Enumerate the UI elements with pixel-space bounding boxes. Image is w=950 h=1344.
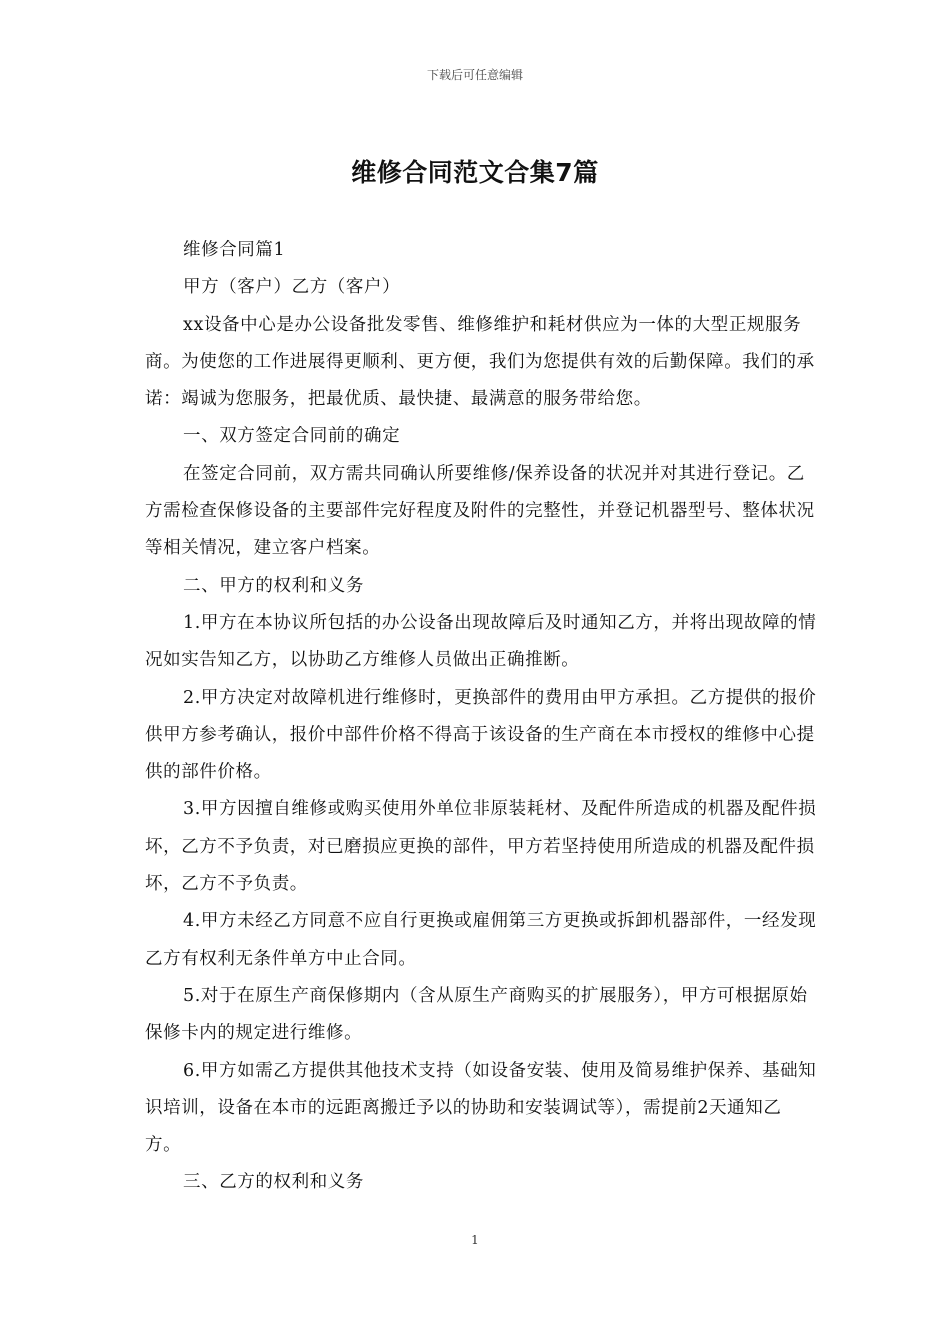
paragraph-parties: 甲方（客户）乙方（客户） (183, 277, 401, 298)
paragraph-clause-6: 6.甲方如需乙方提供其他技术支持（如设备安装、使用及简易维护保养、基础知识培训，设备在本市的远距离搬迁予以的协助和安装调试等），需提前2天通知乙方。 (145, 1060, 817, 1156)
document-body (145, 232, 817, 1202)
paragraph-clause-4: 4.甲方未经乙方同意不应自行更换或雇佣第三方更换或拆卸机器部件，一经发现乙方有权利无条件单方中止合同。 (145, 911, 817, 969)
document-title: 维修合同范文合集7篇 (351, 158, 599, 187)
paragraph-heading-3: 三、乙方的权利和义务 (183, 1172, 364, 1193)
paragraph-heading-1: 一、双方签定合同前的确定 (183, 426, 401, 447)
paragraph-section-heading: 维修合同篇1 (183, 240, 286, 260)
paragraph-confirmation: 在签定合同前，双方需共同确认所要维修/保养设备的状况并对其进行登记。乙方需检查保修设备的主要部件完好程度及附件的完整性，并登记机器型号、整体状况等相关情况，建立客户档案。 (145, 463, 815, 559)
paragraph-clause-5: 5.对于在原生产商保修期内（含从原生产商购买的扩展服务），甲方可根据原始保修卡内的规定进行维修。 (145, 985, 808, 1044)
page-number: 1 (471, 1233, 479, 1247)
paragraph-intro: xx设备中心是办公设备批发零售、维修维护和耗材供应为一体的大型正规服务商。为使您的工作进展得更顺利、更方便，我们为您提供有效的后勤保障。我们的承诺：竭诚为您服务，把最优质、最快捷、最满意的服务带给您。 (145, 314, 815, 410)
paragraph-heading-2: 二、甲方的权利和义务 (183, 575, 364, 596)
paragraph-clause-1: 1.甲方在本协议所包括的办公设备出现故障后及时通知乙方，并将出现故障的情况如实告知乙方，以协助乙方维修人员做出正确推断。 (145, 612, 817, 671)
paragraph-clause-2: 2.甲方决定对故障机进行维修时，更换部件的费用由甲方承担。乙方提供的报价供甲方参考确认，报价中部件价格不得高于该设备的生产商在本市授权的维修中心提供的部件价格。 (145, 687, 817, 783)
page-header-note: 下载后可任意编辑 (426, 68, 523, 82)
paragraph-clause-3: 3.甲方因擅自维修或购买使用外单位非原装耗材、及配件所造成的机器及配件损坏，乙方不予负责，对已磨损应更换的部件，甲方若坚持使用所造成的机器及配件损坏，乙方不予负责。 (145, 799, 817, 895)
